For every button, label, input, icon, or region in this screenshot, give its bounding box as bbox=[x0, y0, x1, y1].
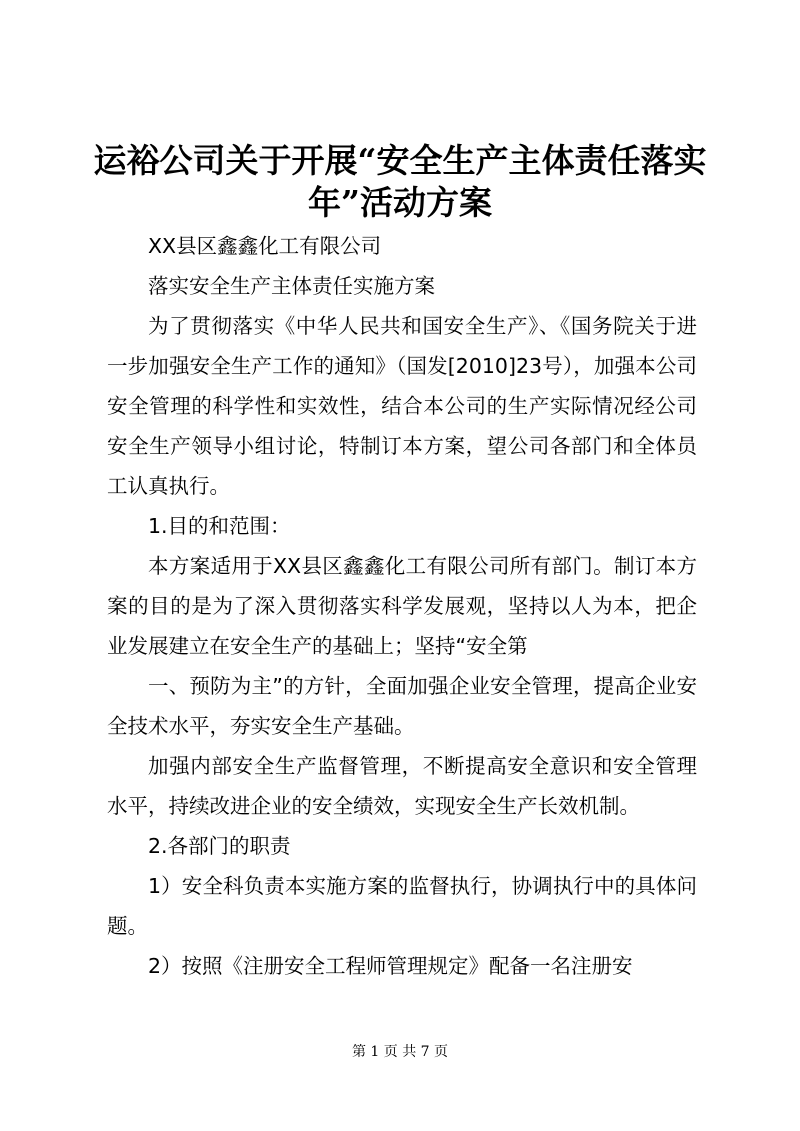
policy-paragraph: 一、预防为主”的方针，全面加强企业安全管理，提高企业安全技术水平，夯实安全生产基础。 bbox=[107, 674, 697, 738]
supervision-paragraph: 加强内部安全生产监督管理，不断提高安全意识和安全管理水平，持续改进企业的安全绩效，实现安全生产长效机制。 bbox=[107, 754, 697, 818]
intro-paragraph: 为了贯彻落实《中华人民共和国安全生产》、《国务院关于进一步加强安全生产工作的通知》（国发[2010]23号），加强本公司安全管理的科学性和实效性，结合本公司的生产实际情况经公司安全生产领导小组讨论，特制订本方案，望公司各部门和全体员工认真执行。 bbox=[107, 314, 697, 498]
document-body bbox=[107, 226, 697, 986]
section-heading-purpose: 1.目的和范围： bbox=[148, 514, 291, 538]
plan-subtitle-line: 落实安全生产主体责任实施方案 bbox=[148, 274, 435, 298]
page-footer: 第 1 页 共 7 页 bbox=[351, 1044, 449, 1060]
duty-item-2: 2）按照《注册安全工程师管理规定》配备一名注册安 bbox=[148, 954, 633, 978]
company-name-line: XX县区鑫鑫化工有限公司 bbox=[148, 234, 382, 258]
duty-item-1: 1）安全科负责本实施方案的监督执行，协调执行中的具体问题。 bbox=[107, 874, 697, 938]
section-heading-duties: 2.各部门的职责 bbox=[148, 834, 291, 858]
document-title: 运裕公司关于开展“安全生产主体责任落实年”活动方案 bbox=[93, 141, 707, 222]
scope-paragraph: 本方案适用于XX县区鑫鑫化工有限公司所有部门。制订本方案的目的是为了深入贯彻落实科学发展观，坚持以人为本，把企业发展建立在安全生产的基础上；坚持“安全第 bbox=[107, 554, 697, 658]
